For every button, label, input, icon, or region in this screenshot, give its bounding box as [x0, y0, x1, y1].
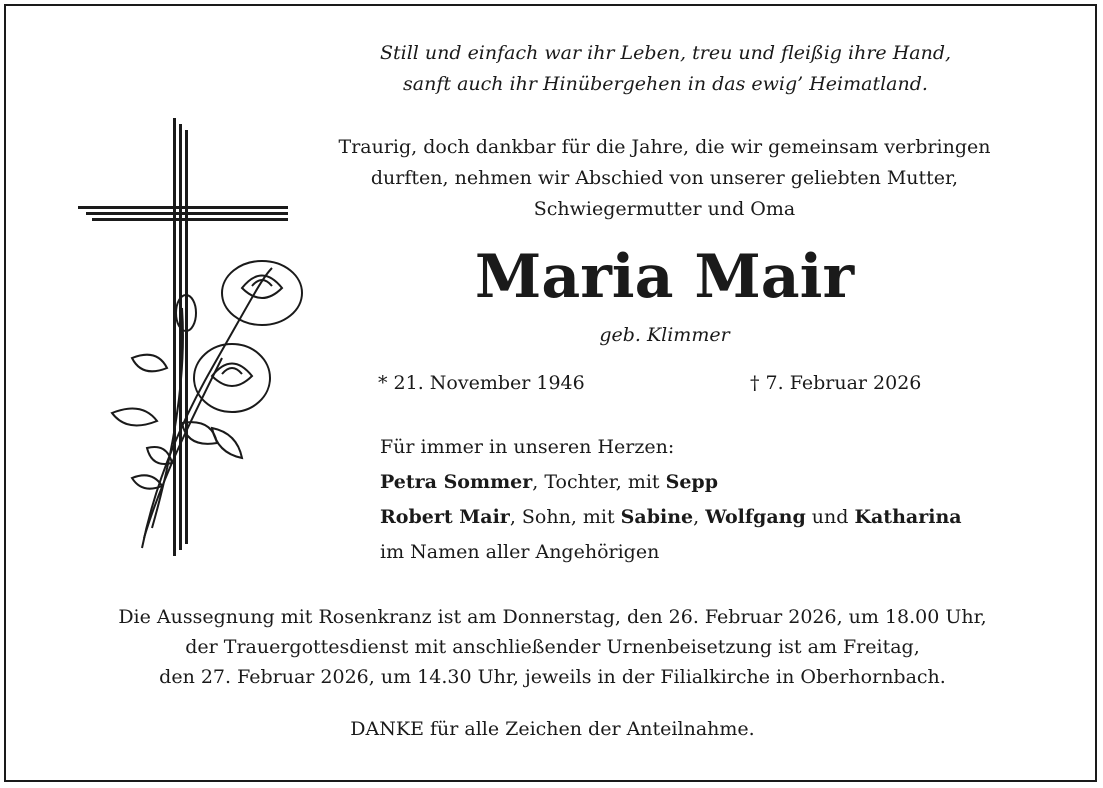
intro-line-3: Schwiegermutter und Oma — [533, 198, 796, 220]
poem — [6, 38, 1099, 100]
thanks-line: DANKE für alle Zeichen der Anteilnahme. — [350, 718, 755, 740]
intro-text — [232, 132, 1097, 225]
mourner-text: und — [805, 506, 855, 528]
mourner-text: , — [693, 506, 706, 528]
mourner-name: Robert Mair — [380, 506, 510, 528]
mourners-block — [380, 430, 962, 570]
poem-line-2: sanft auch ihr Hinübergehen in das ewig’ Heimatland. — [403, 73, 928, 95]
intro-line-1: Traurig, doch dankbar für die Jahre, die wir gemeinsam verbringen — [338, 136, 991, 158]
mourner-name: Petra Sommer — [380, 471, 533, 493]
birth-date: * 21. November 1946 — [378, 372, 585, 394]
mourner-row-2 — [380, 500, 962, 535]
mourners-footer: im Namen aller Angehörigen — [380, 541, 660, 563]
mourner-text: , Tochter, mit — [532, 471, 666, 493]
mourners-heading: Für immer in unseren Herzen: — [380, 436, 675, 458]
mourner-family-1: Sabine — [620, 506, 694, 528]
funeral-notice — [6, 602, 1099, 692]
intro-line-2: durften, nehmen wir Abschied von unserer geliebten Mutter, — [370, 167, 959, 189]
notice-line-1: Die Aussegnung mit Rosenkranz ist am Donnerstag, den 26. Februar 2026, um 18.00 Uhr, — [118, 606, 987, 628]
mourner-partner: Sepp — [665, 471, 718, 493]
obituary-card — [4, 4, 1097, 782]
notice-line-2: der Trauergottesdienst mit anschließender Urnenbeisetzung ist am Freitag, — [185, 636, 920, 658]
deceased-name: Maria Mair — [474, 242, 855, 312]
mourner-family-3: Katharina — [854, 506, 962, 528]
mourner-family-2: Wolfgang — [705, 506, 806, 528]
maiden-name: geb. Klimmer — [599, 324, 730, 346]
poem-line-1: Still und einfach war ihr Leben, treu und fleißig ihre Hand, — [379, 42, 952, 64]
mourner-text: , Sohn, mit — [509, 506, 621, 528]
mourner-row-1 — [380, 465, 962, 500]
death-date: † 7. Februar 2026 — [750, 372, 922, 394]
notice-line-3: den 27. Februar 2026, um 14.30 Uhr, jeweils in der Filialkirche in Oberhornbach. — [159, 666, 946, 688]
